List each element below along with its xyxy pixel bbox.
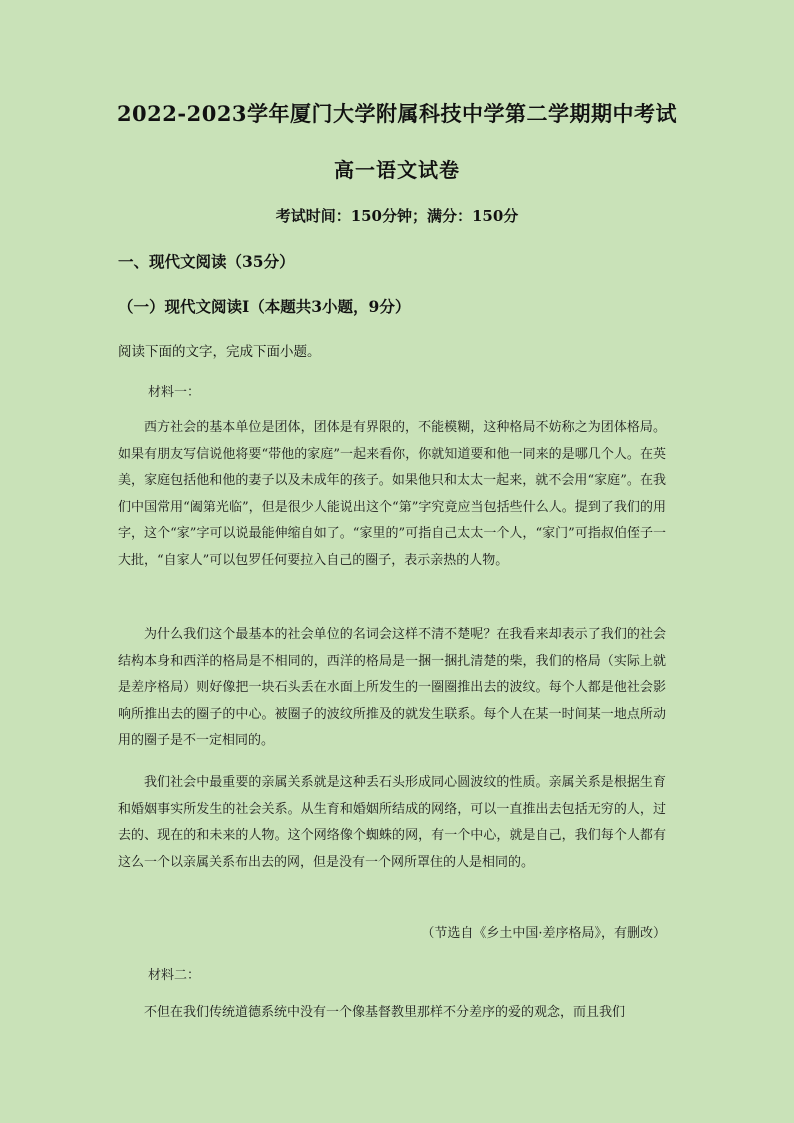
material-two-label: 材料二：	[148, 968, 201, 983]
section-heading: 一、现代文阅读（35分）	[118, 252, 295, 271]
reading-instruction: 阅读下面的文字，完成下面小题。	[118, 344, 321, 360]
exam-info: 考试时间：150分钟；满分：150分	[275, 207, 519, 225]
exam-subtitle: 高一语文试卷	[334, 158, 460, 182]
material-two-paragraph-1: 不但在我们传统道德系统中没有一个像基督教里那样不分差序的爱的观念，而且我们	[144, 1005, 626, 1020]
subsection-heading: （一）现代文阅读Ⅰ（本题共3小题，9分）	[118, 297, 411, 316]
material-one-paragraph-2: 为什么我们这个最基本的社会单位的名词会这样不清不楚呢？在我看来却表示了我们的社会结构本身和西洋的格局是不相同的，西洋的格局是一捆一捆扎清楚的柴，我们的格局（实际上就是差序格局）则好像把一块石头丢在水面上所发生的一圈圈推出去的波纹。每个人都是他社会影响所推出去的圈子的中心。被圈子的波纹所推及的就发生联系。每个人在某一时间某一地点所动用的圈子是不一定相同的。	[118, 627, 666, 748]
material-one-source: （节选自《乡土中国·差序格局》，有删改）	[421, 926, 666, 941]
material-one-paragraph-3: 我们社会中最重要的亲属关系就是这种丢石头形成同心圆波纹的性质。亲属关系是根据生育和婚姻事实所发生的社会关系。从生育和婚姻所结成的网络，可以一直推出去包括无穷的人，过去的、现在的和未来的人物。这个网络像个蜘蛛的网，有一个中心，就是自己，我们每个人都有这么一个以亲属关系布出去的网，但是没有一个网所罩住的人是相同的。	[118, 775, 666, 870]
exam-title: 2022-2023学年厦门大学附属科技中学第二学期期中考试	[116, 101, 678, 126]
material-one-paragraph-1: 西方社会的基本单位是团体，团体是有界限的，不能模糊，这种格局不妨称之为团体格局。如果有朋友写信说他将要“带他的家庭”一起来看你，你就知道要和他一同来的是哪几个人。在英美，家庭包括他和他的妻子以及未成年的孩子。如果他只和太太一起来，就不会用“家庭”。在我们中国常用“阖第光临”，但是很少人能说出这个“第”字究竟应当包括些什么人。提到了我们的用字，这个“家”字可以说最能伸缩自如了。“家里的”可指自己太太一个人，“家门”可指叔伯侄子一大批，“自家人”可以包罗任何要拉入自己的圈子，表示亲热的人物。	[118, 420, 666, 568]
material-one-label: 材料一：	[148, 385, 201, 400]
